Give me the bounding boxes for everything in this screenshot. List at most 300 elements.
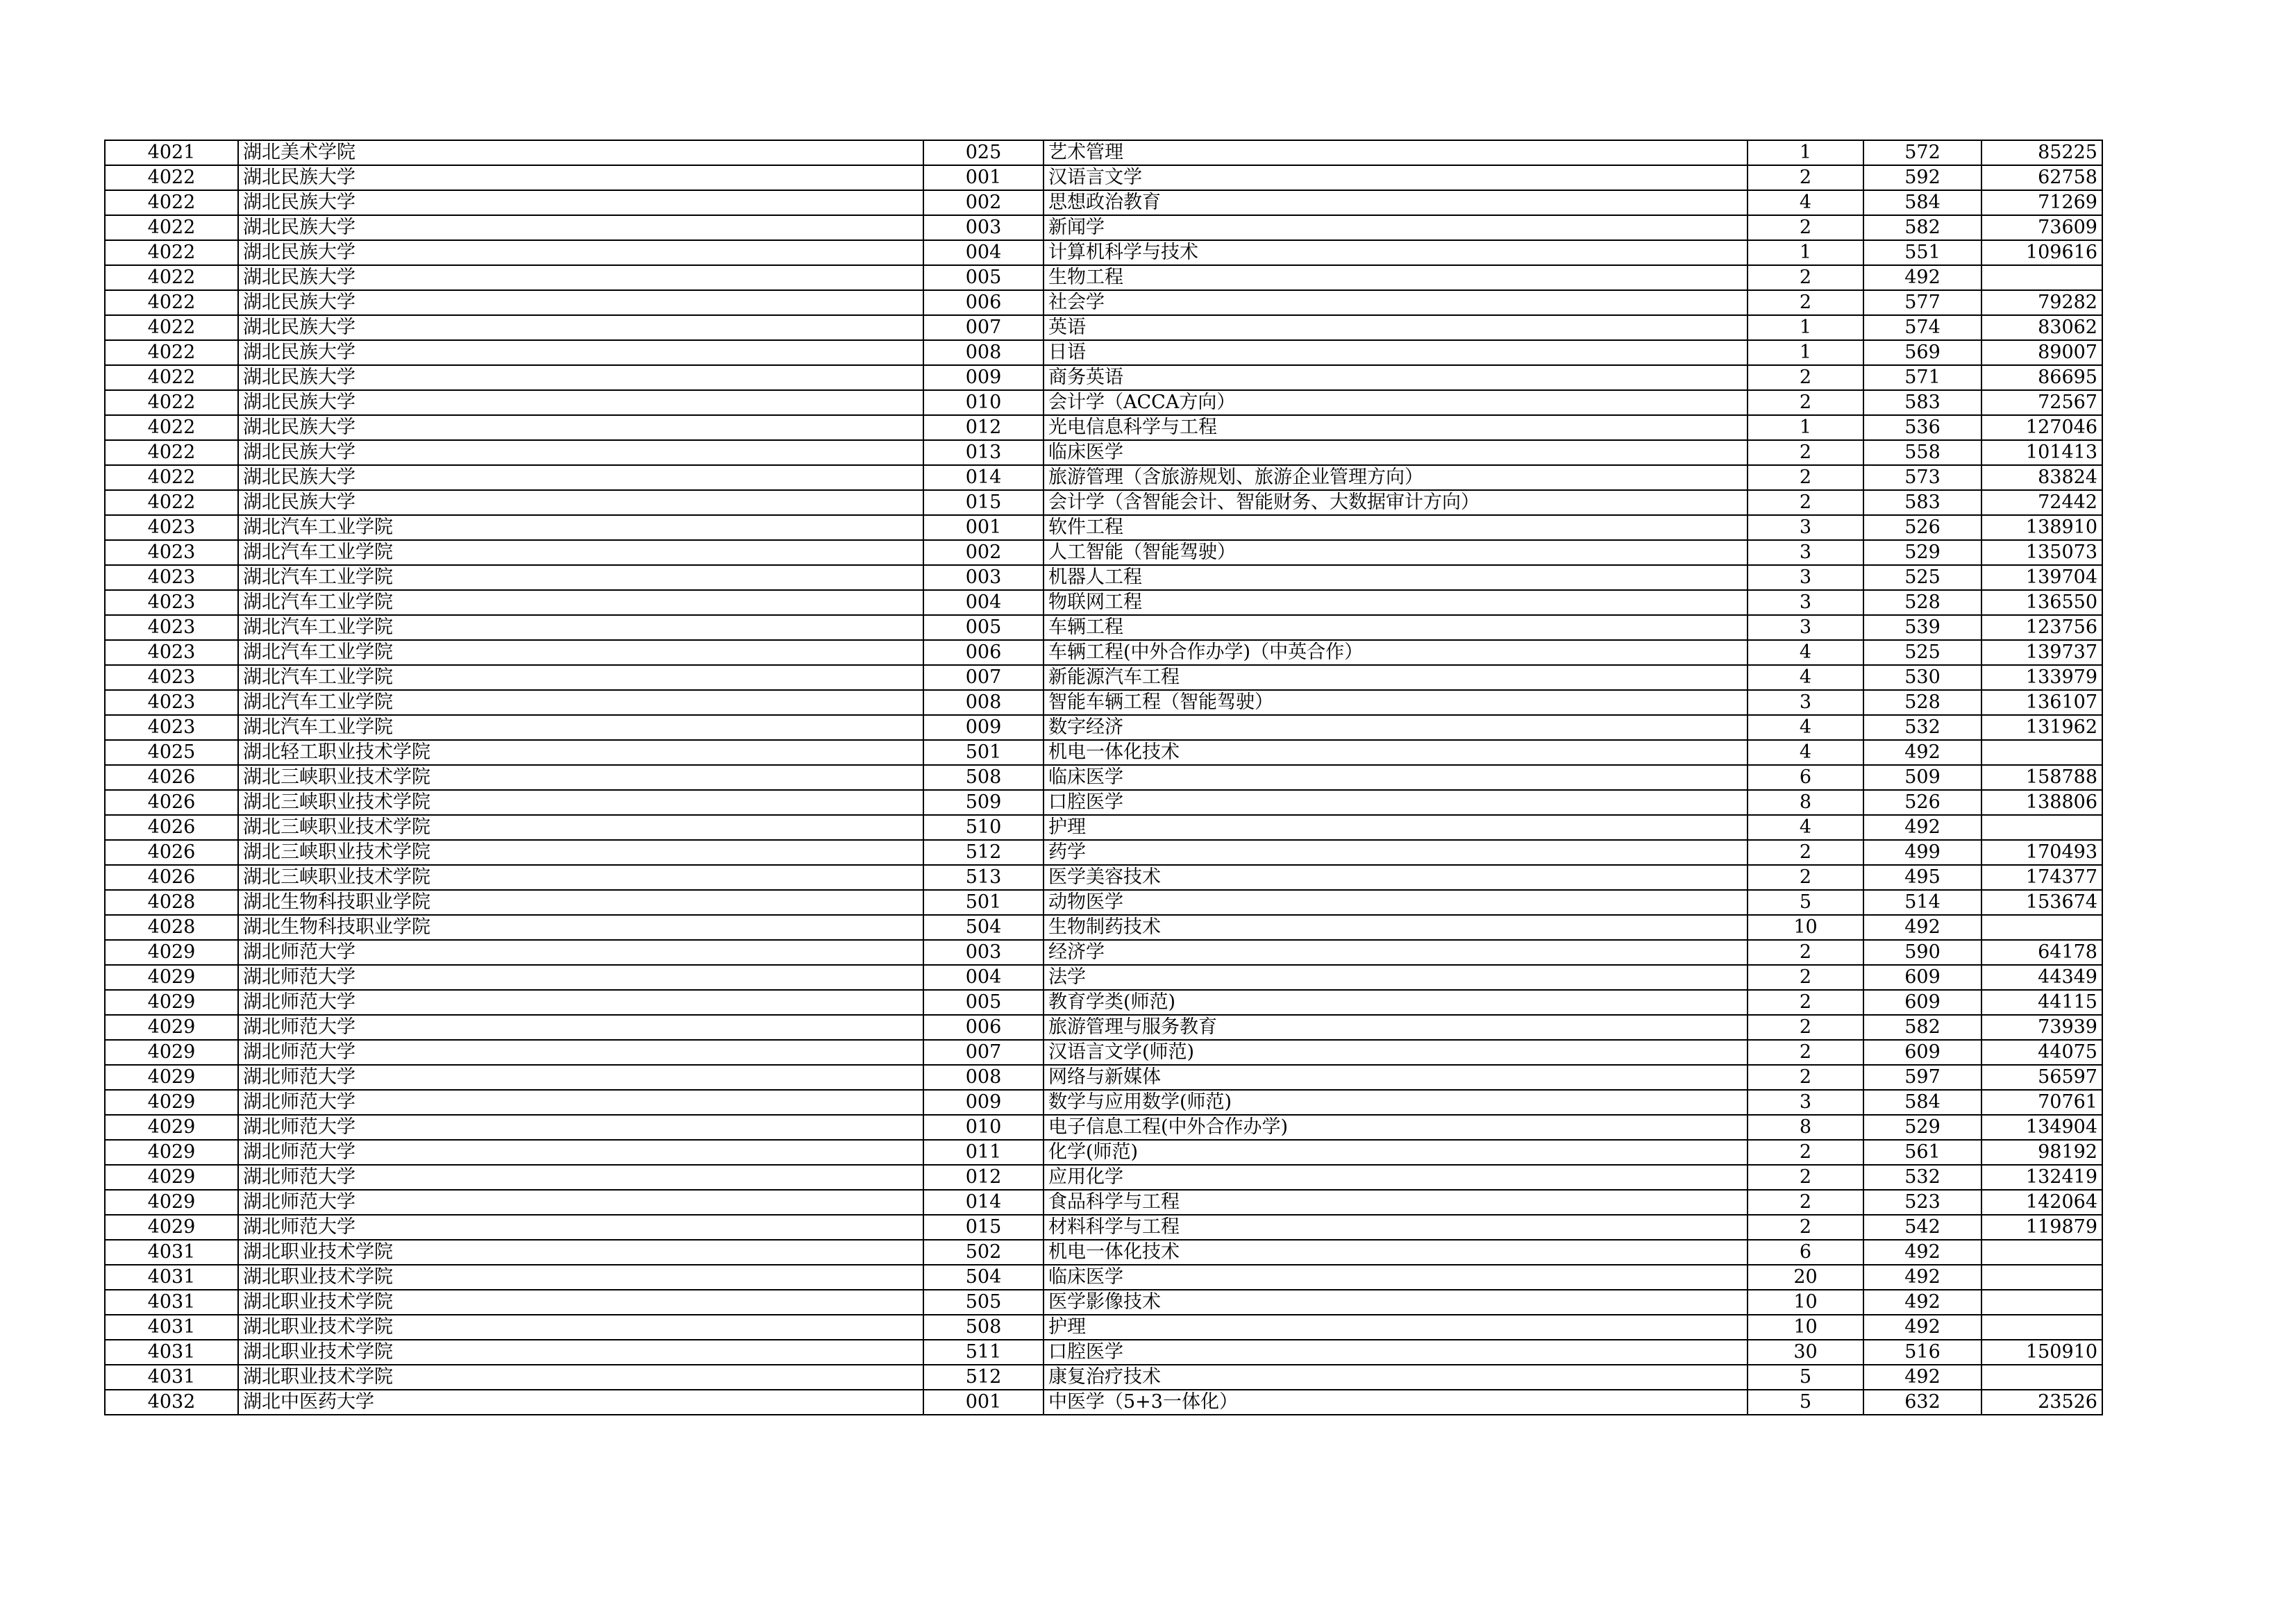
school-code-cell: 4022 <box>105 415 238 440</box>
major-name-cell: 临床医学 <box>1044 440 1748 465</box>
plan-count-cell: 8 <box>1748 1115 1863 1140</box>
plan-count-cell: 2 <box>1748 440 1863 465</box>
major-code-cell: 005 <box>923 615 1044 640</box>
table-row <box>105 840 2102 865</box>
min-score-cell: 572 <box>1863 140 1981 165</box>
min-score-cell: 529 <box>1863 540 1981 565</box>
table-row <box>105 315 2102 340</box>
min-score-cell: 582 <box>1863 1015 1981 1040</box>
min-score-cell: 528 <box>1863 590 1981 615</box>
min-rank-cell: 71269 <box>1981 190 2102 215</box>
major-name-cell: 艺术管理 <box>1044 140 1748 165</box>
table-row <box>105 1340 2102 1365</box>
major-name-cell: 思想政治教育 <box>1044 190 1748 215</box>
school-code-cell: 4022 <box>105 490 238 515</box>
min-score-cell: 632 <box>1863 1390 1981 1415</box>
min-score-cell: 509 <box>1863 765 1981 790</box>
major-name-cell: 材料科学与工程 <box>1044 1215 1748 1240</box>
school-name-cell: 湖北民族大学 <box>238 365 923 390</box>
school-code-cell: 4023 <box>105 715 238 740</box>
school-name-cell: 湖北师范大学 <box>238 1115 923 1140</box>
plan-count-cell: 2 <box>1748 490 1863 515</box>
min-rank-cell: 79282 <box>1981 290 2102 315</box>
plan-count-cell: 2 <box>1748 365 1863 390</box>
school-code-cell: 4022 <box>105 340 238 365</box>
school-code-cell: 4023 <box>105 515 238 540</box>
plan-count-cell: 2 <box>1748 840 1863 865</box>
table-row <box>105 490 2102 515</box>
plan-count-cell: 3 <box>1748 515 1863 540</box>
table-row <box>105 715 2102 740</box>
min-rank-cell: 142064 <box>1981 1190 2102 1215</box>
major-name-cell: 数学与应用数学(师范) <box>1044 1090 1748 1115</box>
plan-count-cell: 2 <box>1748 940 1863 965</box>
min-score-cell: 492 <box>1863 1265 1981 1290</box>
school-name-cell: 湖北民族大学 <box>238 215 923 240</box>
plan-count-cell: 2 <box>1748 390 1863 415</box>
school-name-cell: 湖北轻工职业技术学院 <box>238 740 923 765</box>
min-score-cell: 551 <box>1863 240 1981 265</box>
school-code-cell: 4026 <box>105 865 238 890</box>
major-code-cell: 007 <box>923 665 1044 690</box>
min-rank-cell: 131962 <box>1981 715 2102 740</box>
table-row <box>105 590 2102 615</box>
min-rank-cell: 153674 <box>1981 890 2102 915</box>
school-name-cell: 湖北汽车工业学院 <box>238 540 923 565</box>
min-rank-cell: 170493 <box>1981 840 2102 865</box>
school-name-cell: 湖北三峡职业技术学院 <box>238 865 923 890</box>
min-score-cell: 584 <box>1863 1090 1981 1115</box>
plan-count-cell: 2 <box>1748 1015 1863 1040</box>
school-code-cell: 4022 <box>105 365 238 390</box>
school-name-cell: 湖北职业技术学院 <box>238 1365 923 1390</box>
school-code-cell: 4023 <box>105 540 238 565</box>
major-name-cell: 生物工程 <box>1044 265 1748 290</box>
plan-count-cell: 2 <box>1748 865 1863 890</box>
min-score-cell: 532 <box>1863 715 1981 740</box>
major-code-cell: 011 <box>923 1140 1044 1165</box>
table-row <box>105 1065 2102 1090</box>
major-code-cell: 010 <box>923 1115 1044 1140</box>
min-rank-cell: 72567 <box>1981 390 2102 415</box>
major-name-cell: 人工智能（智能驾驶） <box>1044 540 1748 565</box>
major-name-cell: 生物制药技术 <box>1044 915 1748 940</box>
school-code-cell: 4022 <box>105 165 238 190</box>
school-name-cell: 湖北师范大学 <box>238 940 923 965</box>
plan-count-cell: 6 <box>1748 1240 1863 1265</box>
school-name-cell: 湖北职业技术学院 <box>238 1340 923 1365</box>
major-name-cell: 英语 <box>1044 315 1748 340</box>
school-code-cell: 4029 <box>105 965 238 990</box>
major-code-cell: 003 <box>923 215 1044 240</box>
table-row <box>105 240 2102 265</box>
min-score-cell: 573 <box>1863 465 1981 490</box>
plan-count-cell: 2 <box>1748 165 1863 190</box>
major-name-cell: 计算机科学与技术 <box>1044 240 1748 265</box>
major-name-cell: 动物医学 <box>1044 890 1748 915</box>
plan-count-cell: 2 <box>1748 1065 1863 1090</box>
table-row <box>105 565 2102 590</box>
major-code-cell: 001 <box>923 165 1044 190</box>
major-code-cell: 015 <box>923 1215 1044 1240</box>
min-score-cell: 584 <box>1863 190 1981 215</box>
major-code-cell: 001 <box>923 515 1044 540</box>
min-score-cell: 523 <box>1863 1190 1981 1215</box>
major-name-cell: 智能车辆工程（智能驾驶） <box>1044 690 1748 715</box>
table-row <box>105 290 2102 315</box>
school-name-cell: 湖北汽车工业学院 <box>238 665 923 690</box>
major-name-cell: 新能源汽车工程 <box>1044 665 1748 690</box>
school-code-cell: 4022 <box>105 465 238 490</box>
school-code-cell: 4031 <box>105 1240 238 1265</box>
admission-table <box>104 140 2103 1415</box>
plan-count-cell: 2 <box>1748 1140 1863 1165</box>
min-rank-cell: 109616 <box>1981 240 2102 265</box>
min-rank-cell: 85225 <box>1981 140 2102 165</box>
min-score-cell: 609 <box>1863 965 1981 990</box>
min-rank-cell: 133979 <box>1981 665 2102 690</box>
major-code-cell: 007 <box>923 315 1044 340</box>
major-name-cell: 会计学（含智能会计、智能财务、大数据审计方向） <box>1044 490 1748 515</box>
min-score-cell: 492 <box>1863 915 1981 940</box>
school-code-cell: 4029 <box>105 1165 238 1190</box>
major-name-cell: 会计学（ACCA方向） <box>1044 390 1748 415</box>
min-score-cell: 609 <box>1863 990 1981 1015</box>
min-rank-cell: 174377 <box>1981 865 2102 890</box>
plan-count-cell: 1 <box>1748 340 1863 365</box>
major-code-cell: 512 <box>923 1365 1044 1390</box>
major-code-cell: 502 <box>923 1240 1044 1265</box>
major-name-cell: 软件工程 <box>1044 515 1748 540</box>
school-code-cell: 4026 <box>105 790 238 815</box>
major-name-cell: 药学 <box>1044 840 1748 865</box>
school-code-cell: 4029 <box>105 1015 238 1040</box>
min-rank-cell: 83824 <box>1981 465 2102 490</box>
major-code-cell: 009 <box>923 1090 1044 1115</box>
major-code-cell: 009 <box>923 365 1044 390</box>
school-name-cell: 湖北民族大学 <box>238 465 923 490</box>
min-rank-cell: 135073 <box>1981 540 2102 565</box>
school-name-cell: 湖北民族大学 <box>238 390 923 415</box>
major-code-cell: 504 <box>923 1265 1044 1290</box>
major-name-cell: 护理 <box>1044 815 1748 840</box>
table-row <box>105 690 2102 715</box>
min-score-cell: 492 <box>1863 1365 1981 1390</box>
min-score-cell: 571 <box>1863 365 1981 390</box>
school-name-cell: 湖北职业技术学院 <box>238 1315 923 1340</box>
school-name-cell: 湖北职业技术学院 <box>238 1265 923 1290</box>
min-rank-cell: 73609 <box>1981 215 2102 240</box>
table-row <box>105 540 2102 565</box>
major-code-cell: 009 <box>923 715 1044 740</box>
min-score-cell: 561 <box>1863 1140 1981 1165</box>
min-rank-cell <box>1981 1240 2102 1265</box>
min-rank-cell: 70761 <box>1981 1090 2102 1115</box>
min-rank-cell: 23526 <box>1981 1390 2102 1415</box>
min-score-cell: 582 <box>1863 215 1981 240</box>
major-code-cell: 025 <box>923 140 1044 165</box>
major-code-cell: 509 <box>923 790 1044 815</box>
school-code-cell: 4029 <box>105 1065 238 1090</box>
min-rank-cell: 136107 <box>1981 690 2102 715</box>
school-code-cell: 4022 <box>105 390 238 415</box>
min-score-cell: 529 <box>1863 1115 1981 1140</box>
major-name-cell: 化学(师范) <box>1044 1140 1748 1165</box>
major-name-cell: 康复治疗技术 <box>1044 1365 1748 1390</box>
min-score-cell: 492 <box>1863 1290 1981 1315</box>
major-code-cell: 005 <box>923 265 1044 290</box>
plan-count-cell: 3 <box>1748 690 1863 715</box>
plan-count-cell: 4 <box>1748 815 1863 840</box>
school-code-cell: 4022 <box>105 215 238 240</box>
major-code-cell: 004 <box>923 240 1044 265</box>
min-rank-cell: 89007 <box>1981 340 2102 365</box>
school-name-cell: 湖北汽车工业学院 <box>238 615 923 640</box>
min-rank-cell <box>1981 1365 2102 1390</box>
table-row <box>105 665 2102 690</box>
min-rank-cell: 56597 <box>1981 1065 2102 1090</box>
major-code-cell: 006 <box>923 1015 1044 1040</box>
major-code-cell: 501 <box>923 890 1044 915</box>
min-score-cell: 526 <box>1863 790 1981 815</box>
min-score-cell: 492 <box>1863 1240 1981 1265</box>
major-code-cell: 003 <box>923 565 1044 590</box>
table-row <box>105 1040 2102 1065</box>
school-code-cell: 4022 <box>105 190 238 215</box>
plan-count-cell: 2 <box>1748 1190 1863 1215</box>
school-code-cell: 4031 <box>105 1340 238 1365</box>
min-rank-cell <box>1981 1265 2102 1290</box>
min-score-cell: 516 <box>1863 1340 1981 1365</box>
plan-count-cell: 1 <box>1748 140 1863 165</box>
min-score-cell: 532 <box>1863 1165 1981 1190</box>
school-code-cell: 4022 <box>105 315 238 340</box>
min-rank-cell: 138910 <box>1981 515 2102 540</box>
major-name-cell: 法学 <box>1044 965 1748 990</box>
min-rank-cell <box>1981 915 2102 940</box>
school-name-cell: 湖北生物科技职业学院 <box>238 890 923 915</box>
major-name-cell: 机电一体化技术 <box>1044 1240 1748 1265</box>
min-rank-cell: 83062 <box>1981 315 2102 340</box>
min-rank-cell: 158788 <box>1981 765 2102 790</box>
plan-count-cell: 1 <box>1748 240 1863 265</box>
major-name-cell: 社会学 <box>1044 290 1748 315</box>
plan-count-cell: 2 <box>1748 990 1863 1015</box>
school-code-cell: 4023 <box>105 690 238 715</box>
table-body <box>105 140 2102 1415</box>
major-name-cell: 机电一体化技术 <box>1044 740 1748 765</box>
major-name-cell: 光电信息科学与工程 <box>1044 415 1748 440</box>
school-code-cell: 4029 <box>105 1215 238 1240</box>
min-rank-cell <box>1981 815 2102 840</box>
min-rank-cell: 44075 <box>1981 1040 2102 1065</box>
plan-count-cell: 10 <box>1748 1290 1863 1315</box>
school-name-cell: 湖北汽车工业学院 <box>238 690 923 715</box>
major-name-cell: 汉语言文学 <box>1044 165 1748 190</box>
major-code-cell: 002 <box>923 540 1044 565</box>
min-rank-cell: 127046 <box>1981 415 2102 440</box>
school-name-cell: 湖北师范大学 <box>238 1015 923 1040</box>
table-row <box>105 865 2102 890</box>
major-code-cell: 003 <box>923 940 1044 965</box>
plan-count-cell: 6 <box>1748 765 1863 790</box>
plan-count-cell: 3 <box>1748 565 1863 590</box>
school-code-cell: 4023 <box>105 640 238 665</box>
major-code-cell: 505 <box>923 1290 1044 1315</box>
major-name-cell: 物联网工程 <box>1044 590 1748 615</box>
school-name-cell: 湖北民族大学 <box>238 415 923 440</box>
major-name-cell: 临床医学 <box>1044 765 1748 790</box>
plan-count-cell: 2 <box>1748 1040 1863 1065</box>
plan-count-cell: 3 <box>1748 615 1863 640</box>
min-score-cell: 597 <box>1863 1065 1981 1090</box>
min-rank-cell: 86695 <box>1981 365 2102 390</box>
min-score-cell: 492 <box>1863 265 1981 290</box>
major-code-cell: 014 <box>923 1190 1044 1215</box>
school-name-cell: 湖北民族大学 <box>238 290 923 315</box>
school-name-cell: 湖北师范大学 <box>238 1040 923 1065</box>
major-name-cell: 口腔医学 <box>1044 790 1748 815</box>
major-name-cell: 临床医学 <box>1044 1265 1748 1290</box>
school-code-cell: 4023 <box>105 565 238 590</box>
school-code-cell: 4023 <box>105 615 238 640</box>
major-code-cell: 508 <box>923 765 1044 790</box>
table-row <box>105 790 2102 815</box>
table-row <box>105 1365 2102 1390</box>
major-code-cell: 008 <box>923 340 1044 365</box>
major-code-cell: 512 <box>923 840 1044 865</box>
school-name-cell: 湖北三峡职业技术学院 <box>238 840 923 865</box>
school-name-cell: 湖北职业技术学院 <box>238 1290 923 1315</box>
table-row <box>105 640 2102 665</box>
school-name-cell: 湖北三峡职业技术学院 <box>238 815 923 840</box>
major-name-cell: 机器人工程 <box>1044 565 1748 590</box>
table-row <box>105 965 2102 990</box>
major-name-cell: 经济学 <box>1044 940 1748 965</box>
table-row <box>105 765 2102 790</box>
school-code-cell: 4029 <box>105 1115 238 1140</box>
school-code-cell: 4021 <box>105 140 238 165</box>
plan-count-cell: 4 <box>1748 740 1863 765</box>
school-name-cell: 湖北师范大学 <box>238 1090 923 1115</box>
plan-count-cell: 3 <box>1748 590 1863 615</box>
school-name-cell: 湖北汽车工业学院 <box>238 590 923 615</box>
school-code-cell: 4028 <box>105 915 238 940</box>
plan-count-cell: 2 <box>1748 465 1863 490</box>
school-code-cell: 4026 <box>105 840 238 865</box>
school-name-cell: 湖北三峡职业技术学院 <box>238 790 923 815</box>
table-row <box>105 140 2102 165</box>
major-name-cell: 口腔医学 <box>1044 1340 1748 1365</box>
school-code-cell: 4032 <box>105 1390 238 1415</box>
major-code-cell: 008 <box>923 1065 1044 1090</box>
min-score-cell: 492 <box>1863 1315 1981 1340</box>
school-code-cell: 4023 <box>105 665 238 690</box>
major-code-cell: 508 <box>923 1315 1044 1340</box>
school-name-cell: 湖北民族大学 <box>238 165 923 190</box>
min-score-cell: 569 <box>1863 340 1981 365</box>
major-name-cell: 日语 <box>1044 340 1748 365</box>
min-rank-cell <box>1981 1315 2102 1340</box>
school-code-cell: 4023 <box>105 590 238 615</box>
min-rank-cell: 134904 <box>1981 1115 2102 1140</box>
plan-count-cell: 4 <box>1748 665 1863 690</box>
plan-count-cell: 5 <box>1748 1365 1863 1390</box>
min-score-cell: 492 <box>1863 815 1981 840</box>
plan-count-cell: 2 <box>1748 1165 1863 1190</box>
major-code-cell: 001 <box>923 1390 1044 1415</box>
min-score-cell: 528 <box>1863 690 1981 715</box>
major-code-cell: 002 <box>923 190 1044 215</box>
min-rank-cell: 139737 <box>1981 640 2102 665</box>
min-score-cell: 558 <box>1863 440 1981 465</box>
table-row <box>105 890 2102 915</box>
min-rank-cell <box>1981 740 2102 765</box>
major-code-cell: 501 <box>923 740 1044 765</box>
school-code-cell: 4022 <box>105 265 238 290</box>
plan-count-cell: 30 <box>1748 1340 1863 1365</box>
school-name-cell: 湖北师范大学 <box>238 1165 923 1190</box>
plan-count-cell: 2 <box>1748 215 1863 240</box>
table-row <box>105 815 2102 840</box>
min-rank-cell: 138806 <box>1981 790 2102 815</box>
school-code-cell: 4026 <box>105 765 238 790</box>
table-row <box>105 1265 2102 1290</box>
school-code-cell: 4022 <box>105 440 238 465</box>
school-code-cell: 4029 <box>105 1090 238 1115</box>
min-score-cell: 539 <box>1863 615 1981 640</box>
table-row <box>105 365 2102 390</box>
min-rank-cell: 119879 <box>1981 1215 2102 1240</box>
plan-count-cell: 5 <box>1748 1390 1863 1415</box>
major-name-cell: 数字经济 <box>1044 715 1748 740</box>
min-rank-cell <box>1981 265 2102 290</box>
major-code-cell: 504 <box>923 915 1044 940</box>
major-code-cell: 004 <box>923 965 1044 990</box>
school-name-cell: 湖北师范大学 <box>238 990 923 1015</box>
min-rank-cell: 62758 <box>1981 165 2102 190</box>
min-score-cell: 536 <box>1863 415 1981 440</box>
school-name-cell: 湖北生物科技职业学院 <box>238 915 923 940</box>
min-rank-cell: 72442 <box>1981 490 2102 515</box>
school-code-cell: 4029 <box>105 1040 238 1065</box>
plan-count-cell: 8 <box>1748 790 1863 815</box>
major-code-cell: 513 <box>923 865 1044 890</box>
major-name-cell: 护理 <box>1044 1315 1748 1340</box>
min-rank-cell: 64178 <box>1981 940 2102 965</box>
plan-count-cell: 2 <box>1748 290 1863 315</box>
major-code-cell: 007 <box>923 1040 1044 1065</box>
school-name-cell: 湖北汽车工业学院 <box>238 715 923 740</box>
major-name-cell: 车辆工程(中外合作办学)（中英合作） <box>1044 640 1748 665</box>
major-name-cell: 汉语言文学(师范) <box>1044 1040 1748 1065</box>
plan-count-cell: 10 <box>1748 1315 1863 1340</box>
plan-count-cell: 1 <box>1748 415 1863 440</box>
table-row <box>105 1015 2102 1040</box>
major-code-cell: 008 <box>923 690 1044 715</box>
min-score-cell: 495 <box>1863 865 1981 890</box>
school-name-cell: 湖北师范大学 <box>238 1215 923 1240</box>
school-code-cell: 4029 <box>105 1140 238 1165</box>
plan-count-cell: 3 <box>1748 1090 1863 1115</box>
min-score-cell: 583 <box>1863 390 1981 415</box>
major-code-cell: 005 <box>923 990 1044 1015</box>
school-name-cell: 湖北汽车工业学院 <box>238 515 923 540</box>
plan-count-cell: 1 <box>1748 315 1863 340</box>
table-row <box>105 190 2102 215</box>
min-rank-cell: 132419 <box>1981 1165 2102 1190</box>
school-code-cell: 4026 <box>105 815 238 840</box>
